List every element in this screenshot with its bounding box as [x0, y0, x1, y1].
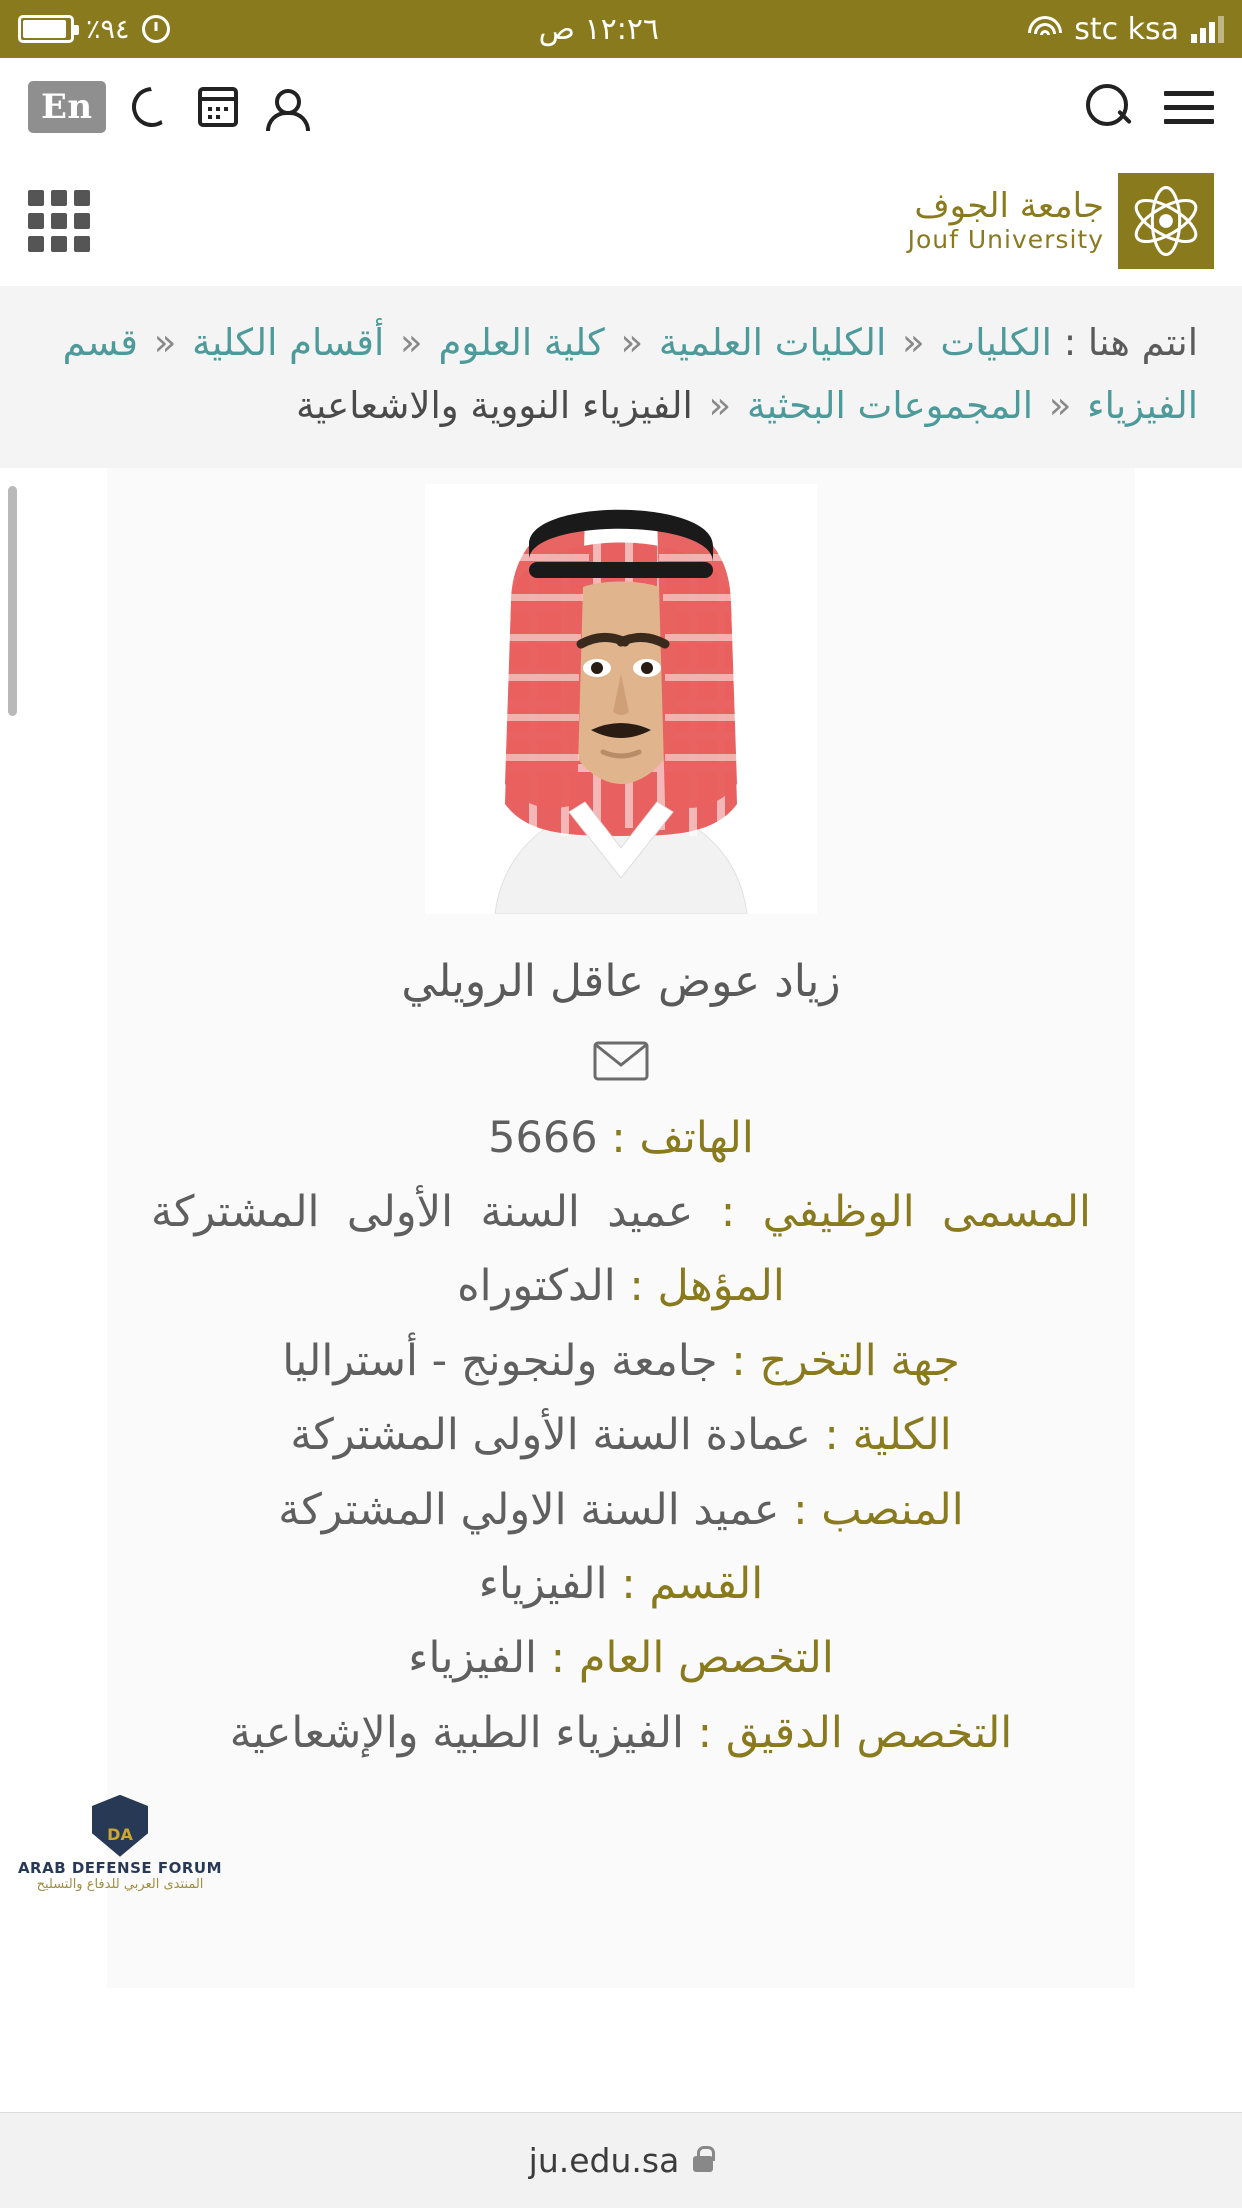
breadcrumb-link-1[interactable]: الكليات العلمية	[658, 321, 887, 364]
brand-name-en: Jouf University	[907, 225, 1104, 255]
dark-mode-icon[interactable]	[132, 87, 172, 127]
breadcrumb-item-3[interactable]	[192, 321, 384, 364]
watermark-subtitle: المنتدى العربي للدفاع والتسليح	[36, 1876, 204, 1892]
battery-percent: ٪٩٤	[86, 13, 130, 45]
breadcrumb-item-0[interactable]	[940, 321, 1052, 364]
faculty-field-0	[151, 1107, 1091, 1169]
breadcrumb-link-4[interactable]: قسم الفيزياء	[62, 321, 1198, 427]
faculty-field-7	[151, 1627, 1091, 1689]
field-label: المؤهل :	[615, 1261, 785, 1312]
wifi-icon	[1028, 16, 1062, 42]
status-bar-right	[1028, 12, 1224, 47]
breadcrumb-item-5[interactable]	[747, 384, 1033, 427]
breadcrumb-separator: «	[1037, 383, 1084, 427]
brand-name-ar: جامعة الجوف	[914, 186, 1104, 227]
breadcrumb-link-3[interactable]: أقسام الكلية	[192, 321, 385, 364]
account-icon[interactable]	[264, 87, 304, 127]
page-content	[0, 468, 1242, 1988]
breadcrumb-item-6: الفيزياء النووية والاشعاعية	[296, 383, 693, 427]
brand-text	[908, 187, 1118, 255]
status-bar-left	[18, 14, 170, 45]
breadcrumb-link-0[interactable]: الكليات	[940, 321, 1052, 364]
field-value: عميد السنة الاولي المشتركة	[278, 1484, 780, 1535]
envelope-icon[interactable]	[593, 1041, 649, 1081]
breadcrumb-separator: «	[890, 321, 937, 364]
browser-url-bar[interactable]	[0, 2112, 1242, 2208]
carrier-label: stc ksa	[1074, 11, 1179, 47]
site-toolbar	[0, 58, 1242, 156]
search-icon[interactable]	[1086, 84, 1132, 130]
field-label: القسم :	[607, 1558, 764, 1609]
forum-watermark	[10, 1795, 230, 1892]
faculty-field-6	[151, 1553, 1091, 1615]
breadcrumb-separator: «	[388, 321, 435, 364]
brand-row	[0, 156, 1242, 286]
breadcrumb-item-1[interactable]	[659, 321, 886, 364]
battery-icon	[18, 15, 74, 43]
field-value: الفيزياء	[408, 1633, 538, 1684]
field-value: الفيزياء	[478, 1558, 608, 1609]
breadcrumb-item-2[interactable]	[438, 321, 604, 364]
university-logo[interactable]	[908, 173, 1214, 269]
atom-logo-icon	[1118, 173, 1214, 269]
url-text: ju.edu.sa	[528, 2141, 680, 2180]
faculty-field-8	[151, 1702, 1091, 1764]
field-value: 5666	[488, 1112, 598, 1163]
toolbar-right-group	[1086, 84, 1214, 130]
faculty-field-5	[151, 1479, 1091, 1541]
faculty-field-4	[151, 1404, 1091, 1466]
breadcrumb-separator: «	[696, 383, 743, 427]
lock-icon	[693, 2156, 713, 2172]
breadcrumb-separator: «	[608, 321, 655, 364]
field-label: المنصب :	[779, 1484, 964, 1535]
breadcrumb	[0, 286, 1242, 468]
field-value: الدكتوراه	[457, 1261, 616, 1312]
calendar-icon[interactable]	[198, 87, 238, 127]
status-bar-clock: ١٢:٢٦ ص	[538, 11, 660, 47]
page-scrollbar[interactable]	[8, 486, 17, 716]
breadcrumb-separator: «	[141, 321, 189, 364]
menu-icon[interactable]	[1164, 91, 1214, 124]
breadcrumb-prefix: انتم هنا :	[1063, 321, 1198, 364]
signal-bars-icon	[1191, 15, 1224, 43]
field-label: المسمى الوظيفي :	[693, 1187, 1091, 1238]
field-value: الفيزياء الطبية والإشعاعية	[229, 1707, 684, 1758]
faculty-field-2	[151, 1255, 1091, 1317]
breadcrumb-link-2[interactable]: كلية العلوم	[438, 321, 605, 364]
status-bar	[0, 0, 1242, 58]
faculty-photo	[425, 484, 817, 914]
alarm-icon	[142, 15, 170, 43]
field-value: جامعة ولنجونج - أستراليا	[282, 1335, 718, 1386]
faculty-fields	[151, 1107, 1091, 1764]
breadcrumb-items	[63, 321, 1198, 427]
field-label: التخصص الدقيق :	[684, 1707, 1013, 1758]
language-toggle-button[interactable]: En	[28, 81, 106, 133]
faculty-profile-card	[107, 468, 1135, 1988]
shield-icon	[92, 1795, 148, 1857]
field-label: جهة التخرج :	[717, 1335, 960, 1386]
field-value: عمادة السنة الأولى المشتركة	[290, 1410, 811, 1461]
faculty-field-1	[151, 1181, 1091, 1243]
field-label: التخصص العام :	[537, 1633, 834, 1684]
faculty-name: زياد عوض عاقل الرويلي	[401, 955, 841, 1007]
faculty-field-3	[151, 1330, 1091, 1392]
breadcrumb-link-5[interactable]: المجموعات البحثية	[746, 383, 1033, 427]
field-label: الكلية :	[810, 1410, 952, 1461]
watermark-title: ARAB DEFENSE FORUM	[17, 1858, 223, 1877]
field-label: الهاتف :	[597, 1112, 754, 1163]
apps-grid-icon[interactable]	[28, 190, 90, 252]
toolbar-left-group	[28, 81, 304, 133]
field-value: عميد السنة الأولى المشتركة	[151, 1187, 694, 1238]
